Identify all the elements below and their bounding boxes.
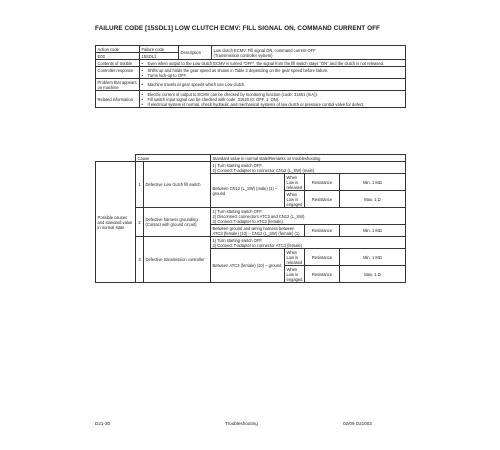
measure-value: Min. 1 MΩ [340,249,406,266]
row-label-problem: Problem that appears on machine [96,79,140,91]
measure-value: Max. 1 Ω [340,191,406,208]
action-code-label: Action code [96,46,140,53]
row-content-related [140,91,406,108]
bullet-item: • If electrical system is normal, check hydraulic and mechanical systems of low clutch or pressure control valve for defect. [142,102,404,107]
bullet-item: • Fill switch input signal can be checked with code: 31520 (0: OFF, 1: ON). [142,97,404,102]
cause-number: 2 [136,208,144,237]
condition: When Low is engaged [285,191,305,208]
measure-item: Resistance [305,266,340,283]
failure-code-label: Failure code [140,46,179,53]
row-content-response [140,67,406,79]
condition: When Low is released [285,174,305,191]
row-label-related: Related information [96,91,140,108]
text-line: Low clutch ECMV: Fill signal ON, command current OFF [213,47,316,53]
measure-value: Min. 1 MΩ [340,225,406,237]
text-line: (Transmission controller system) [213,52,273,58]
text-line: 2) Connect T-adapter to connector CN12 (L_SW) (male). [212,167,316,173]
bullet-item: • Machine travels at gear speeds which use Low clutch. [142,82,404,87]
text-line: 2) Connect T-adapter to connector ATC3 (female). [212,242,304,248]
action-code-value: E03 [96,53,140,60]
row-label-response: Controller response [96,67,140,79]
header-standard: Standard value in normal state/Remarks on troubleshooting [211,155,406,162]
row-content-problem [140,79,406,91]
cause-name: Defective Low clutch fill switch [144,162,211,208]
possible-causes-label: Possible causes and standard value in normal state [96,162,136,283]
measure-item: Resistance [305,191,340,208]
text-line: 3) Connect T-adapter to ATC3 (female). [212,218,285,224]
condition: When Low is released [285,249,305,266]
page-title: FAILURE CODE [15SDL1] LOW CLUTCH ECMV: FILL SIGNAL ON, COMMAND CURRENT OFF [95,25,381,32]
measure-item: Resistance [305,225,340,237]
row-content-trouble [140,60,406,67]
measure-value: Min. 1 MΩ [340,174,406,191]
corner-cell [96,155,136,162]
failure-info-table [95,45,406,108]
cause-steps [211,237,406,249]
bullet-item: • Turns lock-up to OFF. [142,73,404,78]
cause-name: Defective harness grounding (Contact with ground circuit) [144,208,211,237]
bullet-item: • Even when output to the Low clutch ECMV is turned "OFF", the signal from the fill switch stays "ON" and the clutch is not released. [142,61,404,66]
measure-between: Between ATC3 (female) (10) – ground [211,249,285,283]
condition: When Low is engaged [285,266,305,283]
bullet-item: • Electric current of output to ECMV can be checked by monitoring function (code: 31601 (mA)). [142,92,404,97]
cause-name: Defective transmission controller [144,237,211,283]
row-label-trouble: Contents of trouble [96,60,140,67]
measure-item: Resistance [305,249,340,266]
header-cause: Cause [136,155,211,162]
description-label: Description [179,46,212,60]
text-line: 2) Disconnect connectors ATC3 and CN12 (L_SW). [212,213,306,219]
measure-between: Between ground and wiring harness between ATC3 (female) (10) – CN12 (L_SW) (female) (1) [211,225,305,237]
text-line: 1) Turn starting switch OFF. [212,162,263,168]
bullet-item: • Shifts up and holds the gear speed as shown in Table 2 depending on the gear speed before failure. [142,68,404,73]
footer-section: Troubleshooting [225,421,258,426]
cause-number: 1 [136,162,144,208]
description-text [212,46,406,60]
text-line: 1) Turn starting switch OFF. [212,237,263,243]
footer-doc-code: 02/09 D21003 [343,421,372,426]
measure-between: Between CN12 (L_SW) (male) (1) – ground [211,174,285,208]
footer-page-number: D21-30 [95,421,111,426]
causes-table [95,154,406,283]
cause-steps [211,208,406,225]
cause-steps [211,162,406,174]
measure-value: Max. 1 Ω [340,266,406,283]
cause-number: 3 [136,237,144,283]
failure-code-value: 15SDL1 [140,53,179,60]
measure-item: Resistance [305,174,340,191]
text-line: 1) Turn starting switch OFF. [212,208,263,214]
